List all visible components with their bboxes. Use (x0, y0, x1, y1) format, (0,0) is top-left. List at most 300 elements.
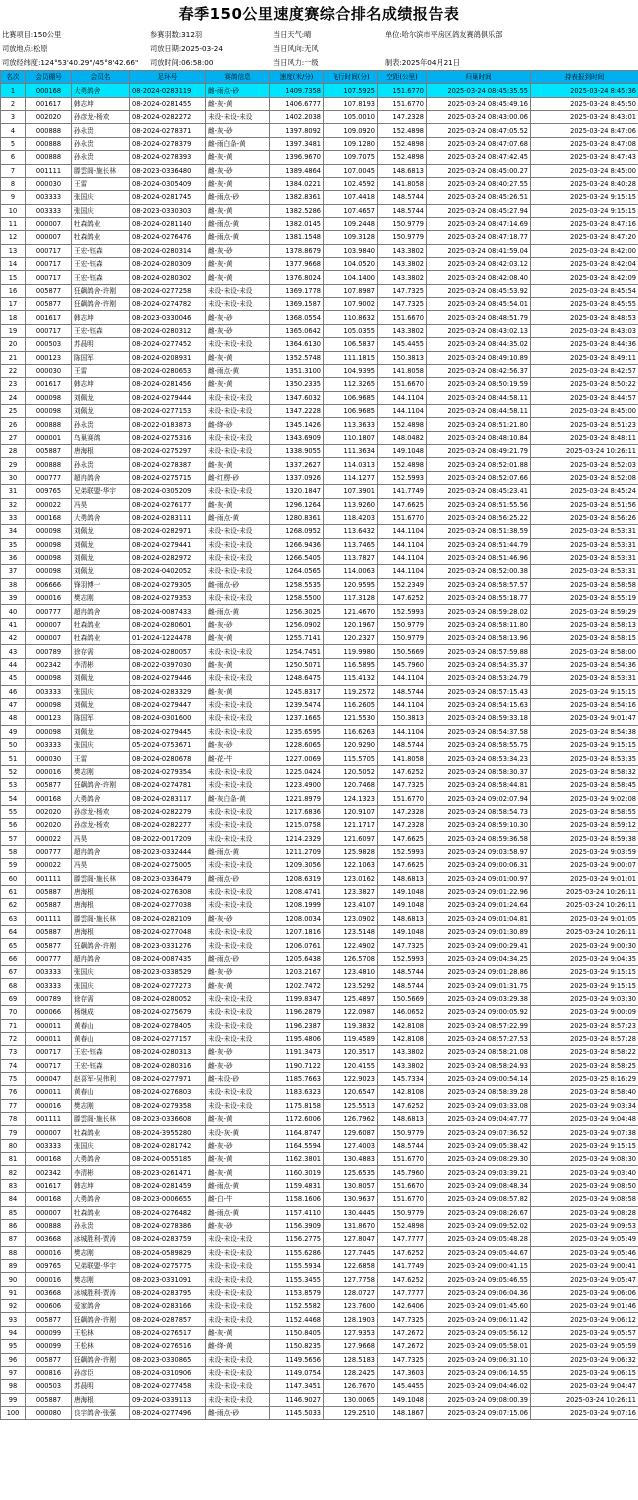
table-cell: 2 (1, 97, 26, 110)
table-cell: 08-2024-0279446 (130, 672, 206, 685)
table-cell: 超冉鸽舍 (72, 471, 130, 484)
table-cell: 1199.8347 (270, 992, 324, 1005)
table-row (1, 271, 638, 284)
table-cell: 73 (1, 1046, 26, 1059)
table-cell: 1159.4831 (270, 1179, 324, 1192)
table-cell: 苏晨明 (72, 1380, 130, 1393)
table-cell: 25 (1, 404, 26, 417)
table-cell: 120.5052 (324, 765, 378, 778)
table-cell: 未设-未设-未设 (206, 445, 270, 458)
table-cell: 牡森鸽业 (72, 217, 130, 230)
table-cell: 1369.1587 (270, 298, 324, 311)
table-cell: 50 (1, 738, 26, 751)
table-cell: 35 (1, 538, 26, 551)
table-row (1, 966, 638, 979)
table-cell: 105.0010 (324, 111, 378, 124)
table-cell: 2025-03-24 8:59:38 (531, 832, 638, 845)
table-cell: 雌-雨点-黄 (206, 217, 270, 230)
table-cell: 2025-03-24 09:02:07.94 (427, 792, 531, 805)
table-cell: 2025-03-24 08:47:05.52 (427, 124, 531, 137)
table-cell: 2025-03-24 08:49:21.79 (427, 445, 531, 458)
table-cell: 未设-未设-未设 (206, 1099, 270, 1112)
table-cell: 147.7325 (378, 1353, 427, 1366)
table-cell: 147.6625 (378, 859, 427, 872)
table-cell: 08-2024-0280653 (130, 364, 206, 377)
table-cell: 08-2023-0336480 (130, 164, 206, 177)
table-cell: 2025-03-24 08:54:35.37 (427, 658, 531, 671)
table-cell: 超冉鸽舍 (72, 605, 130, 618)
table-cell: 滕雲阁-施长林 (72, 872, 130, 885)
table-cell: 1296.1264 (270, 498, 324, 511)
table-cell: 99 (1, 1393, 26, 1406)
table-cell: 000098 (26, 404, 72, 417)
table-cell: 雌-雨点-黄 (206, 231, 270, 244)
table-cell: 冯昊 (72, 859, 130, 872)
table-cell: 1337.2627 (270, 458, 324, 471)
table-cell: 148.6813 (378, 872, 427, 885)
table-cell: 1365.0642 (270, 324, 324, 337)
table-row (1, 672, 638, 685)
table-cell: 149.1048 (378, 1393, 427, 1406)
table-cell: 2025-03-24 08:45:53.92 (427, 284, 531, 297)
table-row (1, 845, 638, 858)
table-cell: 08-2023-0330303 (130, 204, 206, 217)
table-cell: 109.7075 (324, 151, 378, 164)
table-cell: 71 (1, 1019, 26, 1032)
table-cell: 37 (1, 565, 26, 578)
table-cell: 雌-灰-黄 (206, 151, 270, 164)
table-cell: 08-2024-0280052 (130, 992, 206, 1005)
table-cell: 2025-03-24 09:07:36.52 (427, 1126, 531, 1139)
table-cell: 1381.1548 (270, 231, 324, 244)
table-cell: 雌-灰-砂 (206, 1219, 270, 1232)
table-cell: 148.6813 (378, 1113, 427, 1126)
table-cell: 1258.5535 (270, 578, 324, 591)
table-cell: 000168 (26, 1193, 72, 1206)
table-cell: 88 (1, 1246, 26, 1259)
table-cell: 未设-未设-未设 (206, 284, 270, 297)
table-cell: 2025-03-24 8:54:36 (531, 658, 638, 671)
table-cell: 张国庆 (72, 738, 130, 751)
table-cell: 狂飙鸽舍-许刚 (72, 939, 130, 952)
table-cell: 2025-03-24 08:45:35.55 (427, 84, 531, 97)
table-cell: 王雷 (72, 177, 130, 190)
table-cell: 14 (1, 258, 26, 271)
table-cell: 2025-03-24 09:06:31.10 (427, 1353, 531, 1366)
table-cell: 148.6813 (378, 912, 427, 925)
table-cell: 2025-03-24 8:43:01 (531, 111, 638, 124)
table-cell: 002020 (26, 111, 72, 124)
table-cell: 152.4898 (378, 151, 427, 164)
table-row (1, 338, 638, 351)
table-cell: 1378.8679 (270, 244, 324, 257)
table-cell: 08-2024-0277273 (130, 979, 206, 992)
table-cell: 1208.1999 (270, 899, 324, 912)
table-cell: 130.9637 (324, 1193, 378, 1206)
table-cell: 苏晨明 (72, 338, 130, 351)
table-cell: 106.9685 (324, 391, 378, 404)
table-cell: 牡森鸽业 (72, 632, 130, 645)
table-cell: 韩志坤 (72, 97, 130, 110)
table-cell: 08-2024-0275316 (130, 431, 206, 444)
table-cell: 1149.0754 (270, 1366, 324, 1379)
table-cell: 未设-未设-未设 (206, 485, 270, 498)
table-cell: 63 (1, 912, 26, 925)
table-cell: 1196.2879 (270, 1006, 324, 1019)
table-cell: 2025-03-24 08:52:01.88 (427, 458, 531, 471)
table-cell: 141.7749 (378, 1259, 427, 1272)
table-cell: 151.6770 (378, 84, 427, 97)
table-cell: 唐海根 (72, 885, 130, 898)
table-row (1, 418, 638, 431)
table-cell: 1150.8235 (270, 1340, 324, 1353)
table-cell: 未设-未设-未设 (206, 1019, 270, 1032)
table-cell: 唐海根 (72, 926, 130, 939)
table-cell: 滕雲阁-施长林 (72, 1113, 130, 1126)
info-field: 比赛项目:150公里 (2, 30, 62, 39)
table-cell: 142.8108 (378, 1086, 427, 1099)
table-cell: 1396.9670 (270, 151, 324, 164)
table-cell: 韩志坤 (72, 1179, 130, 1192)
table-cell: 雌-灰-砂 (206, 1059, 270, 1072)
table-cell: 4 (1, 124, 26, 137)
table-cell: 徐存需 (72, 645, 130, 658)
table-cell: 1211.2709 (270, 845, 324, 858)
table-row (1, 1393, 638, 1406)
table-row (1, 1353, 638, 1366)
table-cell: 2025-03-24 09:06:14.55 (427, 1366, 531, 1379)
table-cell: 002020 (26, 819, 72, 832)
table-cell: 1206.0761 (270, 939, 324, 952)
table-cell: 1337.0926 (270, 471, 324, 484)
table-row (1, 1286, 638, 1299)
table-cell: 142.8108 (378, 1032, 427, 1045)
table-cell: 000777 (26, 952, 72, 965)
table-cell: 2025-03-24 08:47:07.68 (427, 137, 531, 150)
table-cell: 2025-03-24 8:42:57 (531, 364, 638, 377)
table-cell: 2025-03-24 9:01:01 (531, 872, 638, 885)
table-cell: 未设-未设-未设 (206, 538, 270, 551)
table-cell: 08-2024-0279305 (130, 578, 206, 591)
table-cell: 2025-03-24 8:47:08 (531, 137, 638, 150)
table-cell: 2025-03-24 8:45:55 (531, 298, 638, 311)
table-cell: 58 (1, 845, 26, 858)
table-cell: 2025-03-24 08:47:42.45 (427, 151, 531, 164)
table-row (1, 832, 638, 845)
table-cell: 2025-03-24 08:45:54.01 (427, 298, 531, 311)
table-cell: 09-2024-0339113 (130, 1393, 206, 1406)
table-cell: 2025-03-24 08:58:24.93 (427, 1059, 531, 1072)
table-cell: 唐海根 (72, 1393, 130, 1406)
table-cell: 1156.3909 (270, 1219, 324, 1232)
table-cell: 9 (1, 191, 26, 204)
table-cell: 2025-03-24 08:48:51.79 (427, 311, 531, 324)
table-cell: 2025-03-24 8:40:28 (531, 177, 638, 190)
table-cell: 148.5744 (378, 979, 427, 992)
table-cell: 08-2024-0279447 (130, 698, 206, 711)
table-cell: 150.5669 (378, 645, 427, 658)
table-cell: 107.4657 (324, 204, 378, 217)
table-cell: 2025-03-24 09:01:45.60 (427, 1300, 531, 1313)
table-cell: 刘佩龙 (72, 725, 130, 738)
table-cell: 145.4455 (378, 1380, 427, 1393)
table-cell: 124.1323 (324, 792, 378, 805)
table-cell: 1320.1847 (270, 485, 324, 498)
table-cell: 141.8058 (378, 177, 427, 190)
table-cell: 王宏-钰森 (72, 324, 130, 337)
table-cell: 2025-03-24 8:54:16 (531, 698, 638, 711)
table-cell: 2025-03-24 09:05:46.55 (427, 1273, 531, 1286)
table-cell: 123.5292 (324, 979, 378, 992)
table-cell: 08-2024-0283111 (130, 511, 206, 524)
table-cell: 鸟巢赛鸽 (72, 431, 130, 444)
table-cell: 116.2605 (324, 698, 378, 711)
table-cell: 1384.0221 (270, 177, 324, 190)
table-cell: 28 (1, 445, 26, 458)
table-row (1, 1246, 638, 1259)
table-row (1, 1046, 638, 1059)
table-cell: 120.9107 (324, 805, 378, 818)
table-cell: 61 (1, 885, 26, 898)
table-cell: 104.0520 (324, 258, 378, 271)
table-cell: 000123 (26, 351, 72, 364)
table-cell: 2025-03-24 09:00:06.31 (427, 859, 531, 872)
table-cell: 1196.2387 (270, 1019, 324, 1032)
table-cell: 93 (1, 1313, 26, 1326)
table-cell: 120.2327 (324, 632, 378, 645)
table-cell: 08-2024-0277258 (130, 284, 206, 297)
table-cell: 未设-未设-未设 (206, 565, 270, 578)
table-cell: 000022 (26, 859, 72, 872)
table-cell: 144.1104 (378, 538, 427, 551)
table-cell: 雌-灰-黄 (206, 1166, 270, 1179)
info-row (0, 28, 638, 42)
table-cell: 2025-03-24 9:06:15 (531, 1366, 638, 1379)
table-cell: 未设-未设-未设 (206, 645, 270, 658)
table-cell: 113.6432 (324, 525, 378, 538)
table-cell: 08-2023-0336608 (130, 1113, 206, 1126)
table-cell: 1223.4900 (270, 779, 324, 792)
table-cell: 2025-03-24 08:58:55.75 (427, 738, 531, 751)
table-cell: 狂飙鸽舍-许刚 (72, 779, 130, 792)
table-cell: 107.3901 (324, 485, 378, 498)
info-field: 司放地点:松原 (2, 44, 48, 53)
table-cell: 狂飙鸽舍-许刚 (72, 1313, 130, 1326)
table-row (1, 992, 638, 1005)
table-cell: 143.3802 (378, 324, 427, 337)
table-cell: 未设-灰-黄 (206, 1126, 270, 1139)
table-cell: 002020 (26, 805, 72, 818)
table-cell: 未设-未设-未设 (206, 525, 270, 538)
table-cell: 38 (1, 578, 26, 591)
table-cell: 2025-03-24 9:08:30 (531, 1153, 638, 1166)
table-cell: 未设-未设-未设 (206, 819, 270, 832)
table-cell: 143.3802 (378, 271, 427, 284)
table-cell: 雌-灰-砂 (206, 1139, 270, 1152)
table-cell: 2025-03-24 08:48:10.84 (427, 431, 531, 444)
table-cell: 黄春山 (72, 1032, 130, 1045)
table-cell: 000099 (26, 1326, 72, 1339)
table-cell: 2025-03-24 8:47:43 (531, 151, 638, 164)
table-cell: 19 (1, 324, 26, 337)
table-cell: 1152.5582 (270, 1300, 324, 1313)
table-cell: 08-2023-0330865 (130, 1353, 206, 1366)
table-cell: 08-2024-0402052 (130, 565, 206, 578)
table-cell: 2025-03-24 09:08:00.39 (427, 1393, 531, 1406)
table-row (1, 324, 638, 337)
table-cell: 2025-03-24 8:47:16 (531, 217, 638, 230)
table-cell: 000098 (26, 538, 72, 551)
table-cell: 2025-03-24 08:57:15.43 (427, 685, 531, 698)
table-cell: 2025-03-24 8:49:11 (531, 351, 638, 364)
table-cell: 2025-03-24 9:04:35 (531, 952, 638, 965)
table-cell: 44 (1, 658, 26, 671)
table-row (1, 364, 638, 377)
table-cell: 83 (1, 1179, 26, 1192)
table-cell: 黄春山 (72, 1019, 130, 1032)
table-cell: 2025-03-24 08:53:34.23 (427, 752, 531, 765)
table-cell: 003333 (26, 966, 72, 979)
table-cell: 000016 (26, 592, 72, 605)
table-cell: 雌-灰-黄 (206, 271, 270, 284)
table-cell: 97 (1, 1366, 26, 1379)
table-row (1, 779, 638, 792)
table-cell: 1382.5286 (270, 204, 324, 217)
table-cell: 8 (1, 177, 26, 190)
table-cell: 2025-03-24 08:58:54.73 (427, 805, 531, 818)
table-cell: 08-2024-0281455 (130, 97, 206, 110)
table-cell: 08-2023-0331091 (130, 1273, 206, 1286)
table-cell: 大勇鸽舍 (72, 1153, 130, 1166)
table-cell: 122.4902 (324, 939, 378, 952)
table-cell: 149.1048 (378, 899, 427, 912)
table-cell: 98 (1, 1380, 26, 1393)
table-cell: 119.2572 (324, 685, 378, 698)
table-cell: 86 (1, 1219, 26, 1232)
table-cell: 08-2024-0280313 (130, 1046, 206, 1059)
table-cell: 148.5744 (378, 966, 427, 979)
table-cell: 005877 (26, 284, 72, 297)
table-cell: 143.3802 (378, 1046, 427, 1059)
table-cell: 1221.8979 (270, 792, 324, 805)
info-field: 制表:2025年04月21日 (385, 58, 460, 67)
table-cell: 122.6858 (324, 1259, 378, 1272)
table-cell: 08-2024-0280302 (130, 271, 206, 284)
table-cell: 2025-03-24 8:56:26 (531, 511, 638, 524)
table-cell: 80 (1, 1139, 26, 1152)
table-cell: 141.7749 (378, 485, 427, 498)
table-cell: 147.6625 (378, 832, 427, 845)
table-cell: 未设-未设-未设 (206, 404, 270, 417)
table-cell: 08-2024-0276308 (130, 885, 206, 898)
table-cell: 08-2024-0275005 (130, 859, 206, 872)
table-cell: 2025-03-24 9:02:08 (531, 792, 638, 805)
table-cell: 08-2024-0277458 (130, 1380, 206, 1393)
table-cell: 雌-灰-黄 (206, 258, 270, 271)
table-cell: 1155.5934 (270, 1259, 324, 1272)
table-cell: 122.0987 (324, 1006, 378, 1019)
table-cell: 000777 (26, 605, 72, 618)
table-cell: 2025-03-24 08:50:19.59 (427, 378, 531, 391)
table-cell: 152.5993 (378, 952, 427, 965)
table-cell: 牡森鸽业 (72, 1206, 130, 1219)
table-cell: 118.4203 (324, 511, 378, 524)
table-cell: 雌-灰-砂 (206, 1046, 270, 1059)
table-cell: 未设-未设-未设 (206, 1086, 270, 1099)
table-cell: 2025-03-24 8:52:03 (531, 458, 638, 471)
table-cell: 53 (1, 779, 26, 792)
table-cell: 08-2024-0279445 (130, 725, 206, 738)
table-cell: 冰城胜利-贾涛 (72, 1286, 130, 1299)
table-cell: 151.6770 (378, 1193, 427, 1206)
table-cell: 超冉鸽舍 (72, 952, 130, 965)
table-cell: 樊志刚 (72, 765, 130, 778)
table-cell: 08-2023-0338529 (130, 966, 206, 979)
table-cell: 1153.8579 (270, 1286, 324, 1299)
table-cell: 2025-03-24 8:47:06 (531, 124, 638, 137)
table-cell: 151.6670 (378, 378, 427, 391)
table-cell: 001111 (26, 872, 72, 885)
table-cell: 119.4589 (324, 1032, 378, 1045)
table-cell: 105.0355 (324, 324, 378, 337)
column-header: 赛鸽信息 (206, 71, 270, 84)
table-cell: 2025-03-24 08:42:03.12 (427, 258, 531, 271)
table-row (1, 1326, 638, 1339)
table-cell: 2025-03-24 8:43:03 (531, 324, 638, 337)
table-cell: 000717 (26, 1046, 72, 1059)
table-cell: 王宏-钰森 (72, 244, 130, 257)
table-cell: 39 (1, 592, 26, 605)
table-cell: 51 (1, 752, 26, 765)
table-cell: 2025-03-24 8:50:22 (531, 378, 638, 391)
table-cell: 82 (1, 1166, 26, 1179)
table-cell: 冰城胜利-贾涛 (72, 1233, 130, 1246)
table-cell: 雌-灰-黄 (206, 658, 270, 671)
table-cell: 大勇鸽舍 (72, 84, 130, 97)
table-cell: 000022 (26, 832, 72, 845)
table-cell: 08-2023-0261471 (130, 1166, 206, 1179)
table-cell: 17 (1, 298, 26, 311)
table-cell: 2025-03-24 9:06:32 (531, 1353, 638, 1366)
table-cell: 000789 (26, 992, 72, 1005)
table-row (1, 298, 638, 311)
table-cell: 21 (1, 351, 26, 364)
table-cell: 005887 (26, 899, 72, 912)
table-cell: 未设-未设-未设 (206, 832, 270, 845)
table-cell: 121.4670 (324, 605, 378, 618)
table-cell: 08-2024-0283166 (130, 1300, 206, 1313)
table-cell: 樊志刚 (72, 1246, 130, 1259)
table-cell: 2025-03-24 09:05:44.67 (427, 1246, 531, 1259)
table-cell: 良宇鸽舍-张强 (72, 1406, 130, 1419)
table-cell: 148.5744 (378, 685, 427, 698)
table-cell: 144.1104 (378, 725, 427, 738)
table-cell: 08-2024-0280057 (130, 645, 206, 658)
table-cell: 雌-雨点-黄 (206, 364, 270, 377)
table-cell: 1368.0554 (270, 311, 324, 324)
table-cell: 143.3802 (378, 1059, 427, 1072)
table-cell: 2025-03-24 09:09:52.02 (427, 1219, 531, 1232)
table-cell: 107.9002 (324, 298, 378, 311)
table-cell: 牡森鸽业 (72, 1126, 130, 1139)
table-cell: 20 (1, 338, 26, 351)
table-cell: 1175.8158 (270, 1099, 324, 1112)
table-cell: 狂飙鸽舍-许刚 (72, 1353, 130, 1366)
table-cell: 08-2024-0277157 (130, 1032, 206, 1045)
table-cell: 112.3265 (324, 378, 378, 391)
table-cell: 2025-03-24 08:51:21.80 (427, 418, 531, 431)
table-cell: 08-2024-0283759 (130, 1233, 206, 1246)
